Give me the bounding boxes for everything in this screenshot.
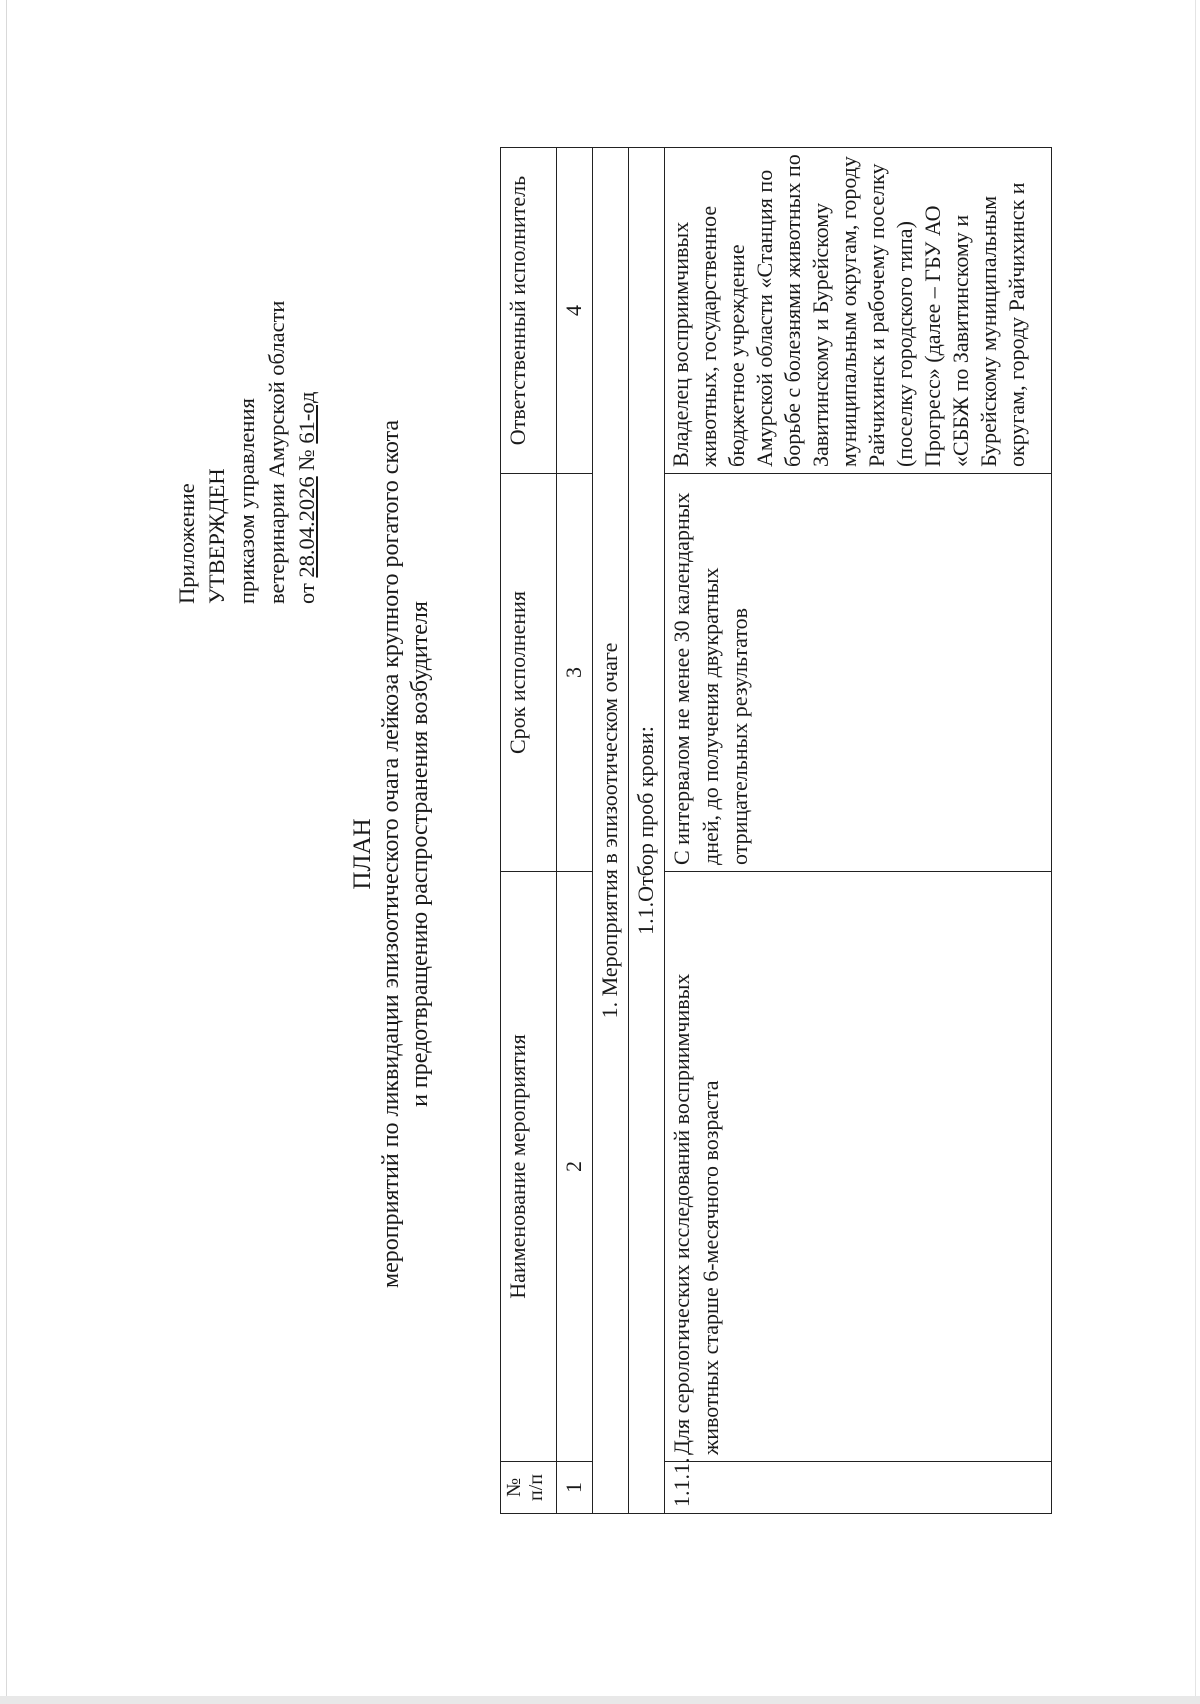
approval-line: ветеринарии Амурской области <box>264 300 289 604</box>
approval-date: 28.04.2026 <box>294 476 319 578</box>
document-subtitle: и предотвращению распространения возбудителя <box>407 601 433 1107</box>
document-title-block <box>348 204 435 1504</box>
appendix-label: Приложение <box>174 483 199 604</box>
approved-label: УТВЕРЖДЕН <box>204 468 229 604</box>
row-number: 1.1.1. <box>664 1462 1051 1514</box>
header-cell-name: Наименование мероприятия <box>501 872 557 1462</box>
column-index-cell: 2 <box>556 872 593 1462</box>
header-cell-number: № п/п <box>501 1462 557 1514</box>
header-cell-term: Срок исполнения <box>501 474 557 872</box>
document-subtitle: мероприятий по ликвидации эпизоотического очага лейкоза крупного рогатого скота <box>378 419 404 1289</box>
approval-number: 61-од <box>294 391 319 444</box>
row-term: С интервалом не менее 30 календарных дней, до получения двукратных отрицательных результатов <box>664 474 1051 872</box>
table-header-row <box>501 148 557 1514</box>
column-index-cell: 1 <box>556 1462 593 1514</box>
subsection-row <box>629 148 665 1514</box>
number-sign: № <box>294 449 319 471</box>
column-index-cell: 3 <box>556 474 593 872</box>
column-index-cell: 4 <box>556 148 593 474</box>
section-row <box>593 148 629 1514</box>
approval-stamp <box>172 204 322 604</box>
section-heading: 1. Мероприятия в эпизоотическом очаге <box>593 148 629 1514</box>
row-responsible: Владелец восприимчивых животных, государственное бюджетное учреждение Амурской области «Станция по борьбе с болезнями животных по Завитинскому и Бурейскому муниципальным округам, городу Райчихинск и рабочему поселку (поселку городского типа) Прогресс» (далее – ГБУ АО «СББЖ по Завитинскому и Бурейскому муниципальным округам, городу Райчихинск и <box>664 148 1051 474</box>
subsection-heading: 1.1.Отбор проб крови: <box>629 148 665 1514</box>
approval-date-line <box>292 204 322 604</box>
column-index-row <box>556 148 593 1514</box>
plan-table <box>500 147 1052 1514</box>
from-label: от <box>294 583 319 604</box>
document-title: ПЛАН <box>349 818 376 890</box>
header-cell-responsible: Ответственный исполнитель <box>501 148 557 474</box>
row-activity-name: Для серологических исследований восприимчивых животных старше 6-месячного возраста <box>664 872 1051 1462</box>
table-row <box>664 148 1051 1514</box>
approval-line: приказом управления <box>234 398 259 604</box>
